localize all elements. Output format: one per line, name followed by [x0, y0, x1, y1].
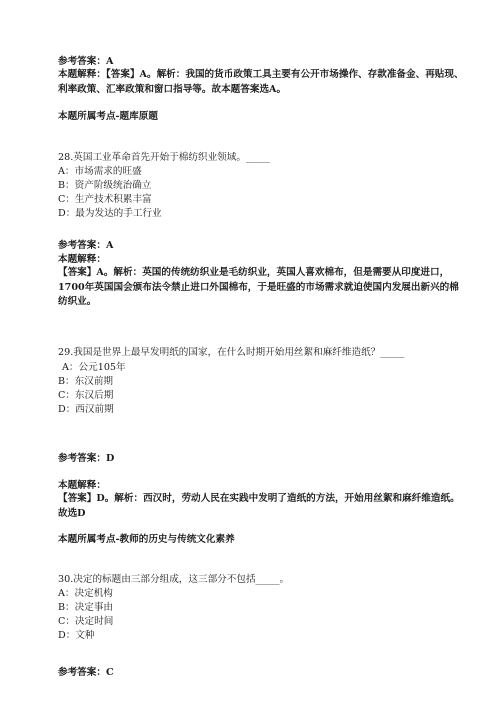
option-d: D：西汉前期	[58, 404, 114, 415]
option-a: A：市场需求的旺盛	[58, 166, 142, 177]
explanation-text: 【答案】A。解析：英国的传统纺织业是毛纺织业，英国人喜欢棉布，但是需要从印度进口，1700年英国国会颁布法令禁止进口外国棉布，于是旺盛的市场需求就迫使国内发展出新兴的棉纺织业。	[58, 267, 459, 308]
option-b: B：东汉前期	[58, 376, 114, 387]
option-b: B：资产阶级统治确立	[58, 180, 152, 191]
topic-line: 本题所属考点-题库原题	[58, 111, 158, 122]
answer-line: 参考答案：A	[58, 56, 114, 67]
explanation-label: 本题解释：	[58, 254, 106, 265]
option-c: C：决定时间	[58, 616, 114, 627]
explanation-text: 【答案】D。解析：西汉时，劳动人民在实践中发明了造纸的方法，开始用丝絮和麻纤维造纸。故选D	[58, 493, 460, 519]
explanation-label: 本题解释：	[58, 480, 106, 491]
option-b: B：决定事由	[58, 602, 114, 613]
question-stem: 29.我国是世界上最早发明纸的国家，在什么时期开始用丝絮和麻纤维造纸？_____	[58, 347, 405, 358]
option-c: C：生产技术积累丰富	[58, 194, 152, 205]
question-stem: 30.决定的标题由三部分组成，这三部分不包括_____。	[58, 574, 290, 585]
option-a: A：决定机构	[58, 588, 113, 599]
question-stem: 28.英国工业革命首先开始于棉纺织业领域。_____	[58, 152, 270, 163]
option-c: C：东汉后期	[58, 390, 114, 401]
explanation-text: 本题解释：【答案】A。解析：我国的货币政策工具主要有公开市场操作、存款准备金、再贴现、利率政策、汇率政策和窗口指导等。故本题答案选A。	[58, 69, 464, 95]
topic-line: 本题所属考点-教师的历史与传统文化素养	[58, 534, 235, 545]
answer-line: 参考答案：C	[58, 667, 114, 678]
option-a: A：公元105年	[62, 362, 126, 373]
option-d: D：文种	[58, 630, 95, 641]
option-d: D：最为发达的手工行业	[58, 208, 162, 219]
answer-line: 参考答案：A	[58, 240, 114, 251]
answer-line: 参考答案：D	[58, 453, 115, 464]
